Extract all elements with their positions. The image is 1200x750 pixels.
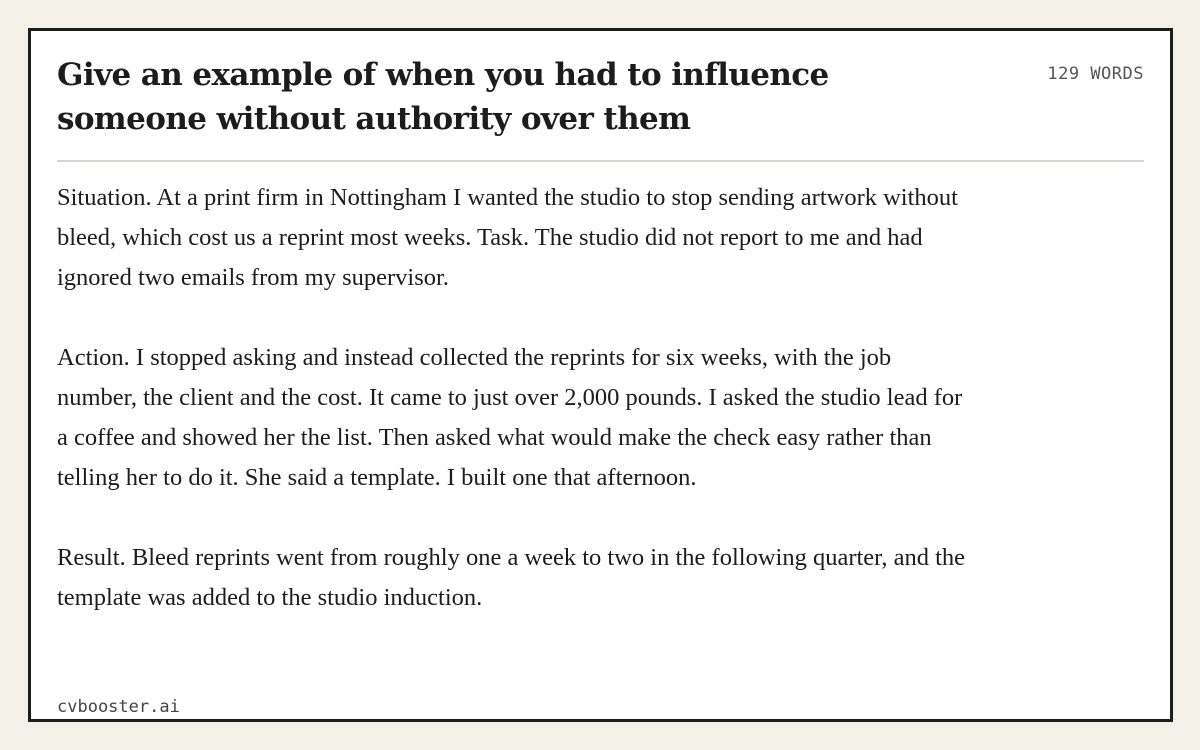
- answer-paragraph-result: Result. Bleed reprints went from roughly one a week to two in the following quarter, and the template was added to the studio induction.: [57, 544, 966, 611]
- answer-paragraph-action: Action. I stopped asking and instead collected the reprints for six weeks, with the job number, the client and the cost. It came to just over 2,000 pounds. I asked the studio lead for a coffee and showed her the list. Then asked what would make the check easy rather than telling her to do it. She said a template. I built one that afternoon.: [57, 344, 963, 491]
- answer-body: [57, 178, 977, 658]
- brand-footer: cvbooster.ai: [57, 697, 180, 717]
- title-divider: [57, 160, 1144, 162]
- answer-paragraph-situation: Situation. At a print firm in Nottingham I wanted the studio to stop sending artwork without bleed, which cost us a reprint most weeks. Task. The studio did not report to me and had ignored two emails from my supervisor.: [57, 184, 958, 291]
- answer-card: [28, 28, 1173, 722]
- question-title: Give an example of when you had to influence someone without authority over them: [57, 57, 829, 137]
- word-count-badge: 129 WORDS: [1047, 64, 1144, 84]
